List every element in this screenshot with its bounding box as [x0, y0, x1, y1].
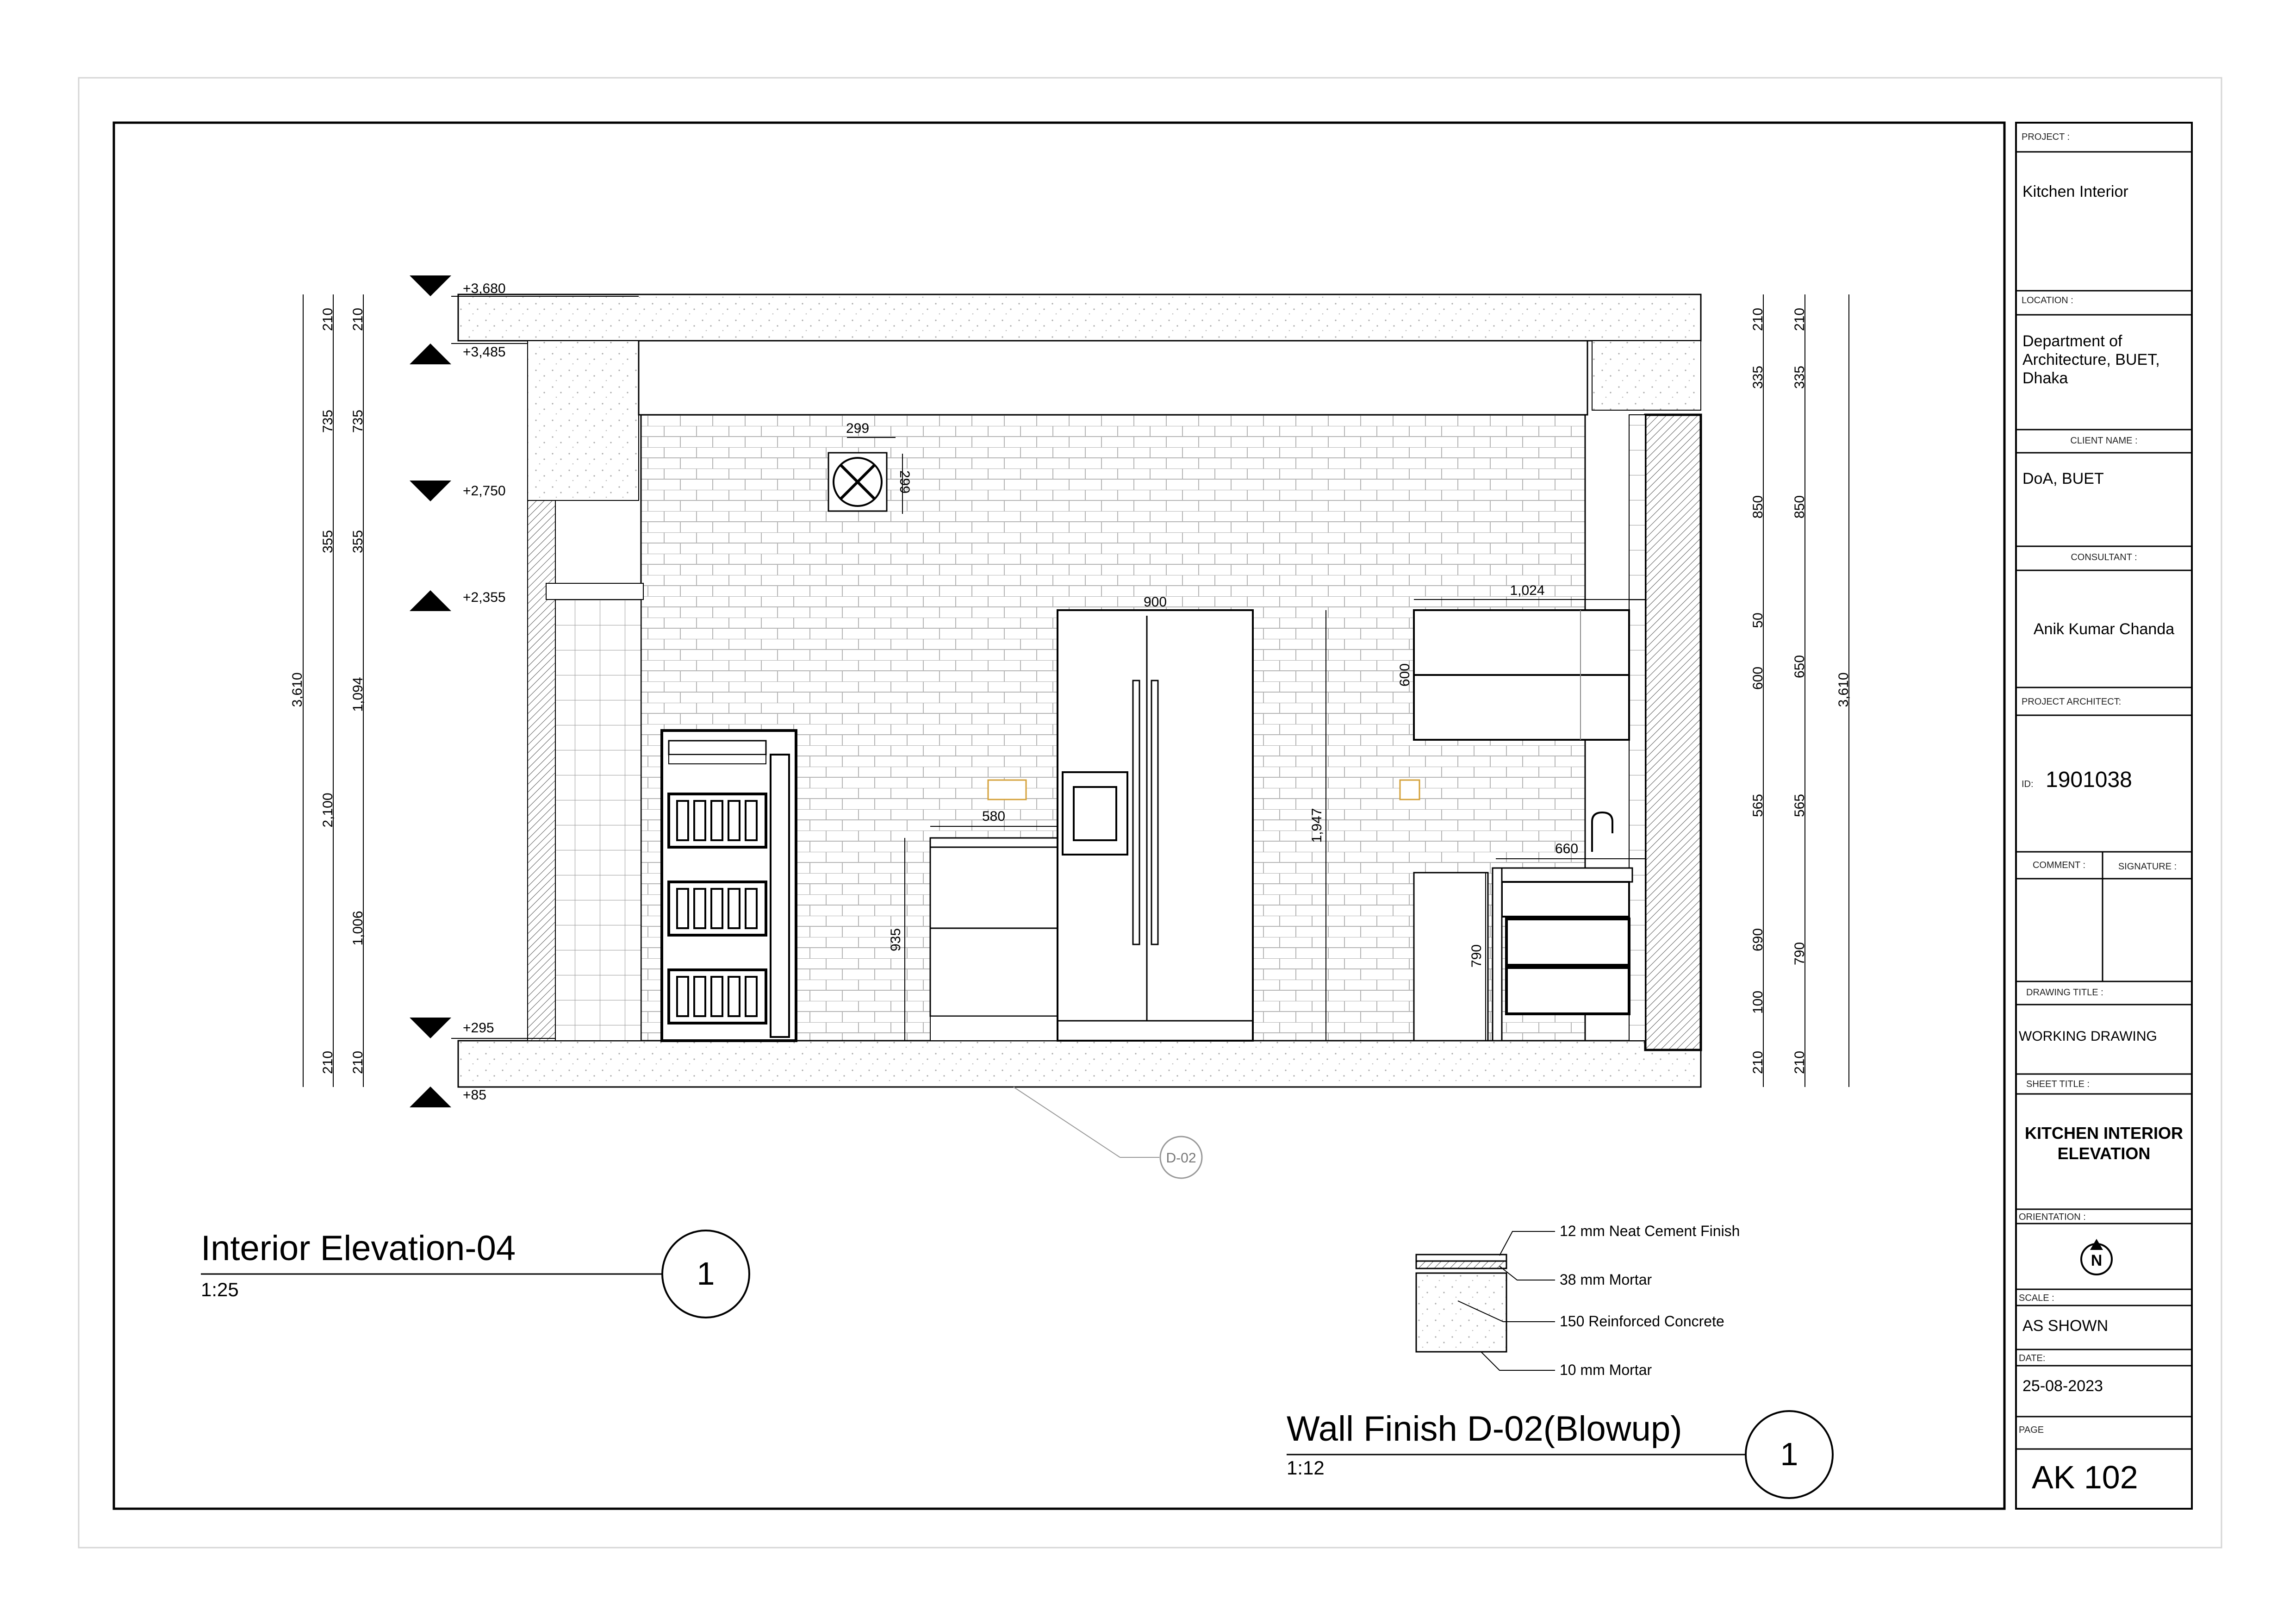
kitchen-elevation — [290, 275, 1851, 1178]
wall-finish-blowup — [1287, 1223, 1833, 1498]
tb-consultant: Anik Kumar Chanda — [2033, 620, 2175, 638]
dim-text: 299 — [846, 421, 870, 436]
level-label: +295 — [463, 1020, 494, 1036]
tb-location-line: Architecture, BUET, — [2022, 351, 2160, 369]
level-label: +85 — [463, 1087, 486, 1103]
dim-text: 690 — [1750, 928, 1766, 952]
tb-orientation-label: ORIENTATION : — [2019, 1212, 2086, 1222]
blowup-note: 12 mm Neat Cement Finish — [1560, 1223, 1740, 1239]
dim-text: 735 — [350, 409, 366, 433]
dim-text: 210 — [1750, 307, 1766, 331]
dim-text: 900 — [1143, 594, 1167, 610]
dim-text: 790 — [1792, 942, 1807, 966]
switch-board — [988, 780, 1026, 800]
tb-signature-label: SIGNATURE : — [2118, 862, 2177, 872]
switch-board — [1400, 780, 1419, 800]
dim-text: 1,094 — [350, 677, 366, 712]
right-wall-column — [1645, 415, 1701, 1050]
tb-client-label: CLIENT NAME : — [2070, 436, 2138, 446]
dim-text: 210 — [1750, 1050, 1766, 1074]
ceiling-slab — [458, 294, 1701, 341]
tb-scale-label: SCALE : — [2019, 1293, 2054, 1303]
floor-slab — [458, 1041, 1701, 1087]
tb-location-label: LOCATION : — [2022, 295, 2073, 306]
dim-text: 580 — [982, 809, 1006, 824]
blowup-title: Wall Finish D-02(Blowup) — [1287, 1409, 1682, 1449]
dim-text: 850 — [1750, 495, 1766, 519]
dim-text: 355 — [320, 530, 336, 554]
dim-text: 299 — [897, 470, 912, 494]
base-cabinet-left — [930, 838, 1058, 1041]
exhaust-fan — [828, 453, 887, 511]
dim-text: 565 — [1750, 793, 1766, 818]
tb-sheet-title-line: KITCHEN INTERIOR — [2025, 1124, 2183, 1143]
level-label: +2,355 — [463, 590, 506, 605]
tb-location-line: Dhaka — [2022, 369, 2068, 387]
detail-callout-label: D-02 — [1166, 1150, 1196, 1166]
dim-text: 600 — [1397, 663, 1412, 687]
tb-scale: AS SHOWN — [2022, 1317, 2109, 1335]
tb-id: 1901038 — [2046, 768, 2132, 792]
tb-consultant-label: CONSULTANT : — [2071, 552, 2137, 562]
tb-location-line: Department of — [2022, 332, 2122, 350]
dim-text: 660 — [1555, 841, 1579, 856]
tb-comment-label: COMMENT : — [2032, 860, 2086, 870]
tb-sheet-title-label: SHEET TITLE : — [2026, 1079, 2090, 1089]
dim-text: 1,947 — [1309, 808, 1325, 843]
level-label: +3,485 — [463, 344, 506, 360]
dim-text: 3,610 — [290, 672, 305, 707]
view-marker-number: 1 — [697, 1255, 715, 1292]
tb-sheet-title-line: ELEVATION — [2057, 1144, 2151, 1163]
dim-text: 210 — [350, 1050, 366, 1074]
wall-cabinet — [1414, 610, 1629, 740]
dim-text: 1,024 — [1510, 583, 1545, 598]
blowup-scale: 1:12 — [1287, 1457, 1325, 1479]
dim-text: 355 — [350, 530, 366, 554]
tb-drawing-title: WORKING DRAWING — [2019, 1029, 2157, 1044]
dim-text: 100 — [1750, 990, 1766, 1014]
elevation-title: Interior Elevation-04 — [201, 1229, 516, 1268]
title-block — [2016, 123, 2192, 1509]
tb-project-label: PROJECT : — [2022, 132, 2070, 142]
dim-text: 1,006 — [350, 911, 366, 946]
level-label: +2,750 — [463, 483, 506, 499]
tb-date: 25-08-2023 — [2022, 1377, 2103, 1395]
tb-date-label: DATE: — [2019, 1353, 2046, 1363]
dim-text: 790 — [1469, 944, 1484, 968]
blowup-note: 150 Reinforced Concrete — [1560, 1313, 1724, 1330]
tb-drawing-title-label: DRAWING TITLE : — [2026, 987, 2103, 998]
dim-text: 210 — [320, 307, 336, 331]
dim-text: 210 — [350, 307, 366, 331]
tb-project: Kitchen Interior — [2022, 183, 2128, 200]
dim-text: 210 — [1792, 307, 1807, 331]
dim-text: 210 — [320, 1050, 336, 1074]
dim-text: 935 — [888, 928, 903, 952]
blowup-note: 10 mm Mortar — [1560, 1362, 1652, 1378]
north-label: N — [2091, 1252, 2103, 1269]
level-label: +3,680 — [463, 281, 506, 296]
tb-architect-label: PROJECT ARCHITECT: — [2022, 697, 2122, 707]
dim-text: 50 — [1750, 612, 1766, 628]
view-marker-number: 1 — [1780, 1436, 1798, 1472]
dim-text: 3,610 — [1836, 672, 1851, 707]
dim-text: 735 — [320, 409, 336, 433]
dim-text: 210 — [1792, 1050, 1807, 1074]
dim-text: 600 — [1750, 666, 1766, 690]
tb-page-label: PAGE — [2019, 1425, 2044, 1435]
elevation-title-block — [201, 1229, 749, 1318]
tb-client: DoA, BUET — [2022, 470, 2104, 487]
blowup-note: 38 mm Mortar — [1560, 1271, 1652, 1288]
dim-text: 650 — [1792, 655, 1807, 679]
storage-rack — [662, 731, 796, 1041]
refrigerator — [1058, 610, 1253, 1041]
dim-text: 565 — [1792, 793, 1807, 818]
dim-text: 335 — [1792, 365, 1807, 389]
dim-text: 335 — [1750, 365, 1766, 389]
dim-text: 2,100 — [320, 793, 336, 828]
elevation-scale: 1:25 — [201, 1279, 239, 1300]
tb-page: AK 102 — [2032, 1459, 2138, 1495]
dim-text: 850 — [1792, 495, 1807, 519]
tb-id-prefix: ID: — [2022, 779, 2034, 789]
